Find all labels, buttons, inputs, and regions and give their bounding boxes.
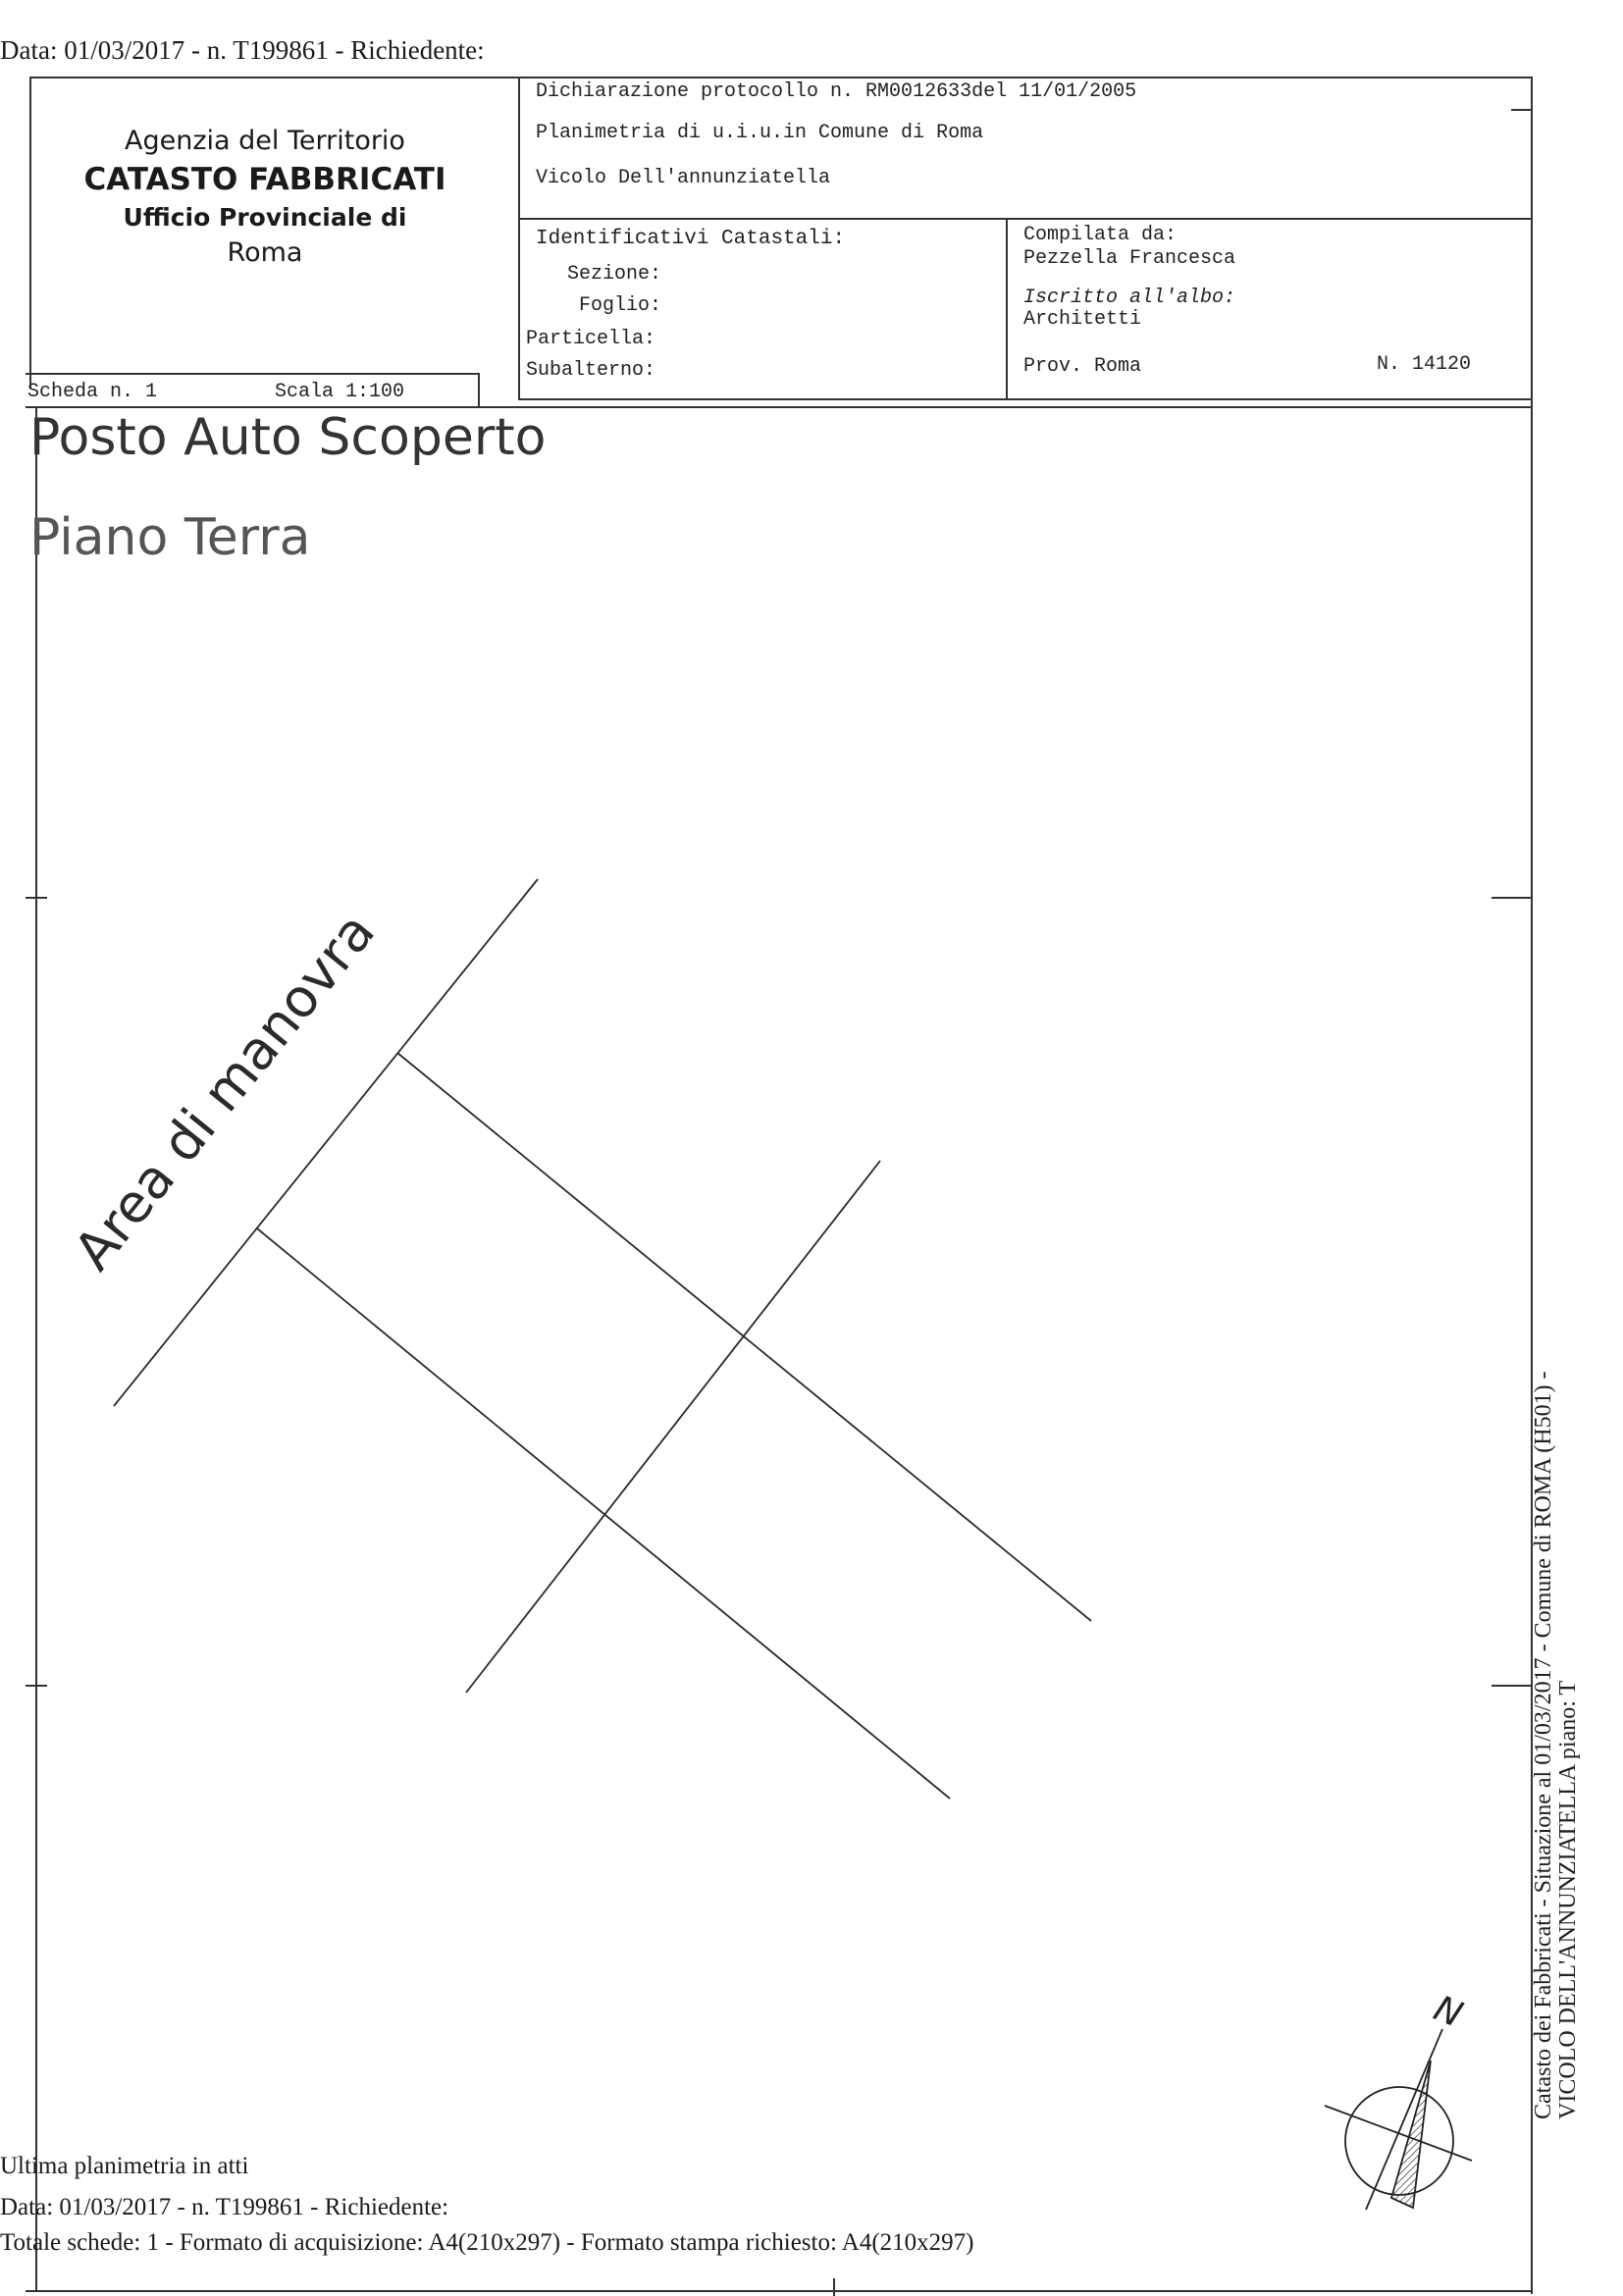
side-line-2: VICOLO DELL'ANNUNZIATELLA piano: T <box>1555 1680 1581 2119</box>
identifiers-title: Identificativi Catastali: <box>536 228 846 250</box>
footer-last-plan: Ultima planimetria in atti <box>0 2153 249 2179</box>
declaration-address: Vicolo Dell'annunziatella <box>536 167 831 189</box>
compiler-label: Compilata da: <box>1023 224 1178 246</box>
identifiers-particella: Particella: <box>526 328 656 350</box>
office-city: Roma <box>227 237 303 268</box>
side-cadastral-info <box>1531 1371 1582 2119</box>
plan-title: Posto Auto Scoperto <box>29 408 547 467</box>
declaration-protocol: Dichiarazione protocollo n. RM0012633del 11/01/2005 <box>536 80 1137 103</box>
declaration-planimetria: Planimetria di u.i.u.in Comune di Roma <box>536 122 984 144</box>
identifiers-subalterno: Subalterno: <box>526 359 656 382</box>
office-agency: Agenzia del Territorio <box>125 126 405 156</box>
header-request-line: Data: 01/03/2017 - n. T199861 - Richiedente: <box>0 35 485 65</box>
compiler-albo: Architetti <box>1023 308 1142 331</box>
parking-line-upper <box>397 1053 1091 1621</box>
compiler-prov: Prov. Roma <box>1023 355 1142 378</box>
plan-floor: Piano Terra <box>29 508 311 567</box>
compass-letter: N <box>1428 1988 1468 2036</box>
maneuver-area-label: Area di manovra <box>62 901 388 1282</box>
parking-line-lower <box>257 1228 950 1799</box>
office-catasto: CATASTO FABBRICATI <box>83 162 446 197</box>
compiler-number: N. 14120 <box>1377 353 1472 376</box>
identifiers-foglio: Foglio: <box>579 294 662 317</box>
compiler-name: Pezzella Francesca <box>1023 247 1236 270</box>
scheda-scale: Scala 1:100 <box>275 381 405 403</box>
compiler-albo-label: Iscritto all'albo: <box>1023 287 1236 309</box>
parking-divider <box>466 1161 880 1693</box>
side-line-1: Catasto dei Fabbricati - Situazione al 01/03/2017 - Comune di ROMA (H501) - <box>1531 1371 1556 2119</box>
office-ufficio: Ufficio Provinciale di <box>123 203 407 232</box>
footer-request-line: Data: 01/03/2017 - n. T199861 - Richiedente: <box>0 2194 449 2220</box>
scheda-number: Scheda n. 1 <box>27 381 158 403</box>
identifiers-sezione: Sezione: <box>567 263 662 286</box>
north-compass-icon <box>1325 2029 1472 2210</box>
footer-totals: Totale schede: 1 - Formato di acquisizione: A4(210x297) - Formato stampa richiesto: A4(210x297) <box>0 2229 974 2256</box>
